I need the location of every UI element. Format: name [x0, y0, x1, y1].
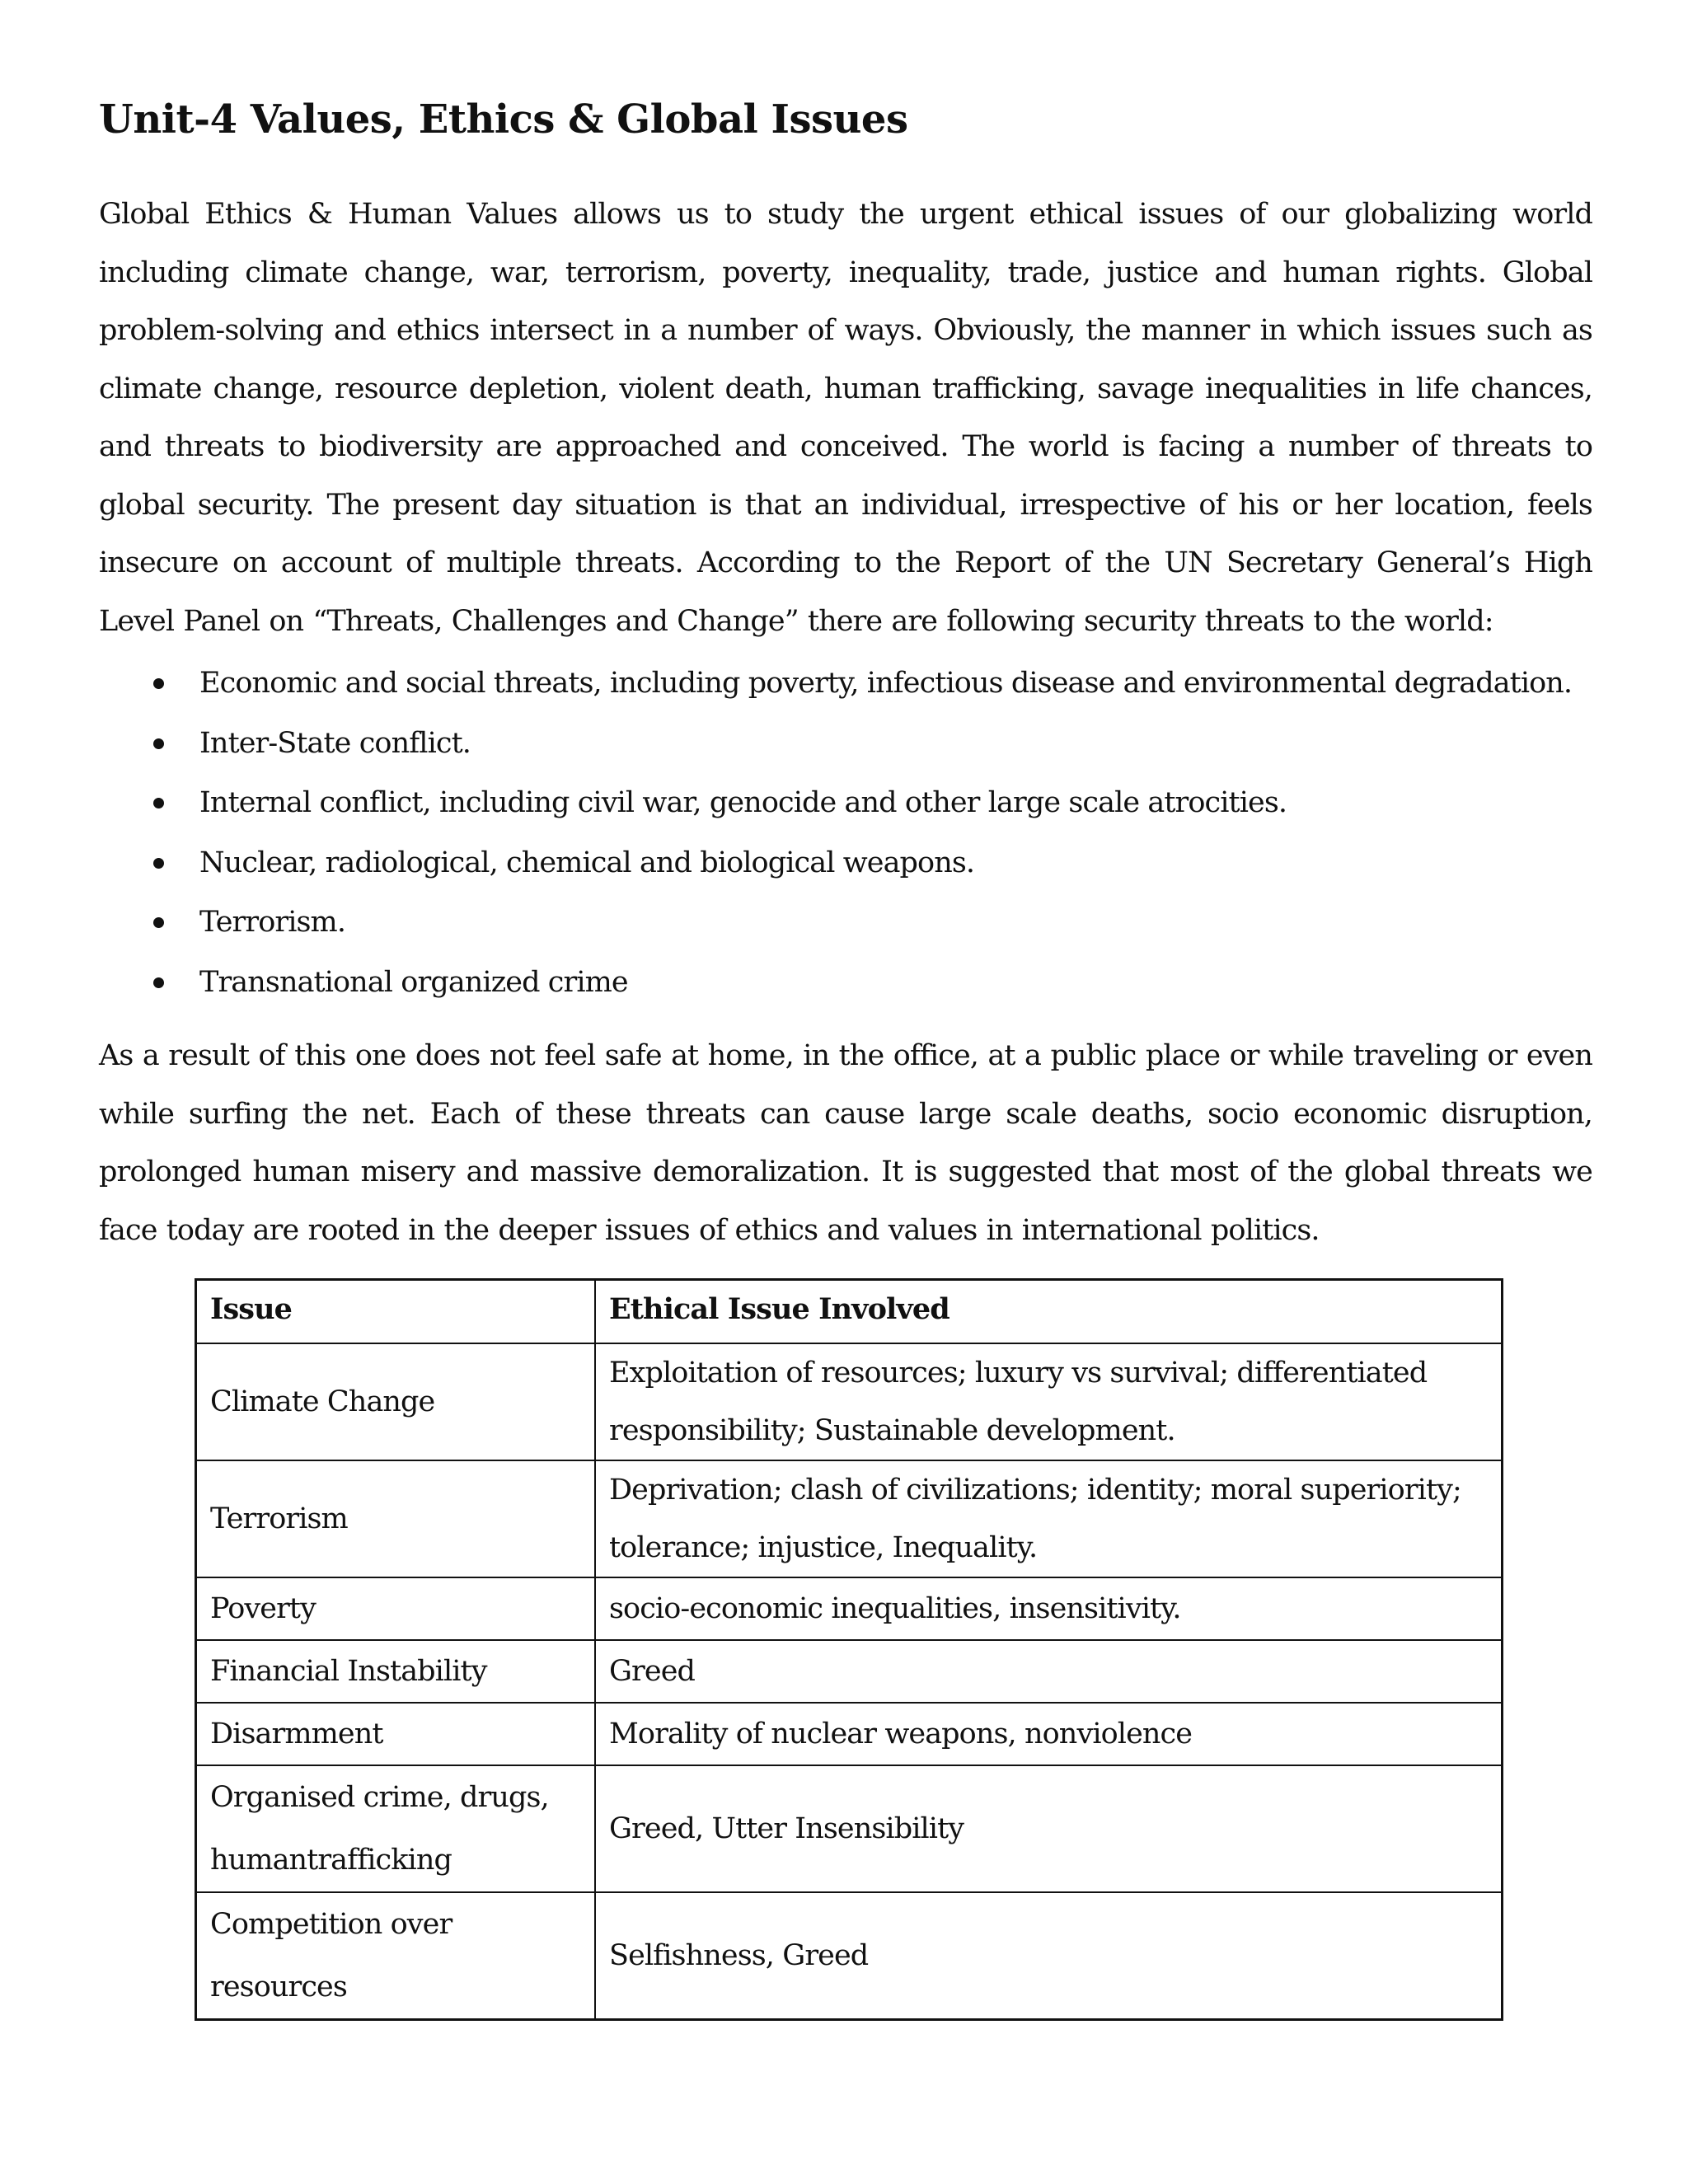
bullet-icon [153, 798, 164, 808]
unit-heading: Unit-4 Values, Ethics & Global Issues [99, 96, 908, 143]
list-item [99, 833, 1592, 893]
issue-cell: Organised crime, drugs, humantrafficking [196, 1765, 596, 1892]
list-item-text: Terrorism. [199, 906, 346, 939]
ethics-cell: Greed, Utter Insensibility [595, 1765, 1503, 1892]
issue-cell: Competition over resources [196, 1892, 596, 2020]
list-item-text: Transnational organized crime [199, 965, 628, 999]
list-item-text: Economic and social threats, including poverty, infectious disease and environmental degradation. [199, 667, 1573, 700]
ethics-cell: Morality of nuclear weapons, nonviolence [595, 1703, 1503, 1765]
ethics-cell: Selfishness, Greed [595, 1892, 1503, 2020]
ethics-cell: socio-economic inequalities, insensitivity. [595, 1577, 1503, 1640]
ethics-table [195, 1278, 1503, 2021]
table-row [196, 1577, 1503, 1640]
list-item [99, 893, 1592, 953]
threats-list [99, 654, 1592, 1012]
table-header-row [196, 1280, 1503, 1344]
ethics-cell: Greed [595, 1640, 1503, 1703]
conclusion-paragraph: As a result of this one does not feel safe at home, in the office, at a public place or while traveling or even while surfing the net. Each of these threats can cause large scale deaths, socio economic disruption, prolonged human misery and massive demoralization. It is suggested that most of the global threats we face today are rooted in the deeper issues of ethics and values in international politics. [99, 1039, 1592, 1247]
list-item-text: Inter-State conflict. [199, 726, 471, 760]
bullet-icon [153, 977, 164, 988]
table-row [196, 1765, 1503, 1892]
bullet-icon [153, 738, 164, 749]
document-page [99, 95, 1592, 2004]
issue-cell: Terrorism [196, 1460, 596, 1577]
column-header-issue: Issue [196, 1280, 596, 1344]
bullet-icon [153, 678, 164, 689]
list-item [99, 654, 1592, 714]
bullet-icon [153, 858, 164, 869]
bullet-icon [153, 917, 164, 928]
table-row [196, 1640, 1503, 1703]
table-row [196, 1460, 1503, 1577]
list-item [99, 953, 1592, 1013]
table-row [196, 1343, 1503, 1460]
list-item [99, 773, 1592, 833]
table-row [196, 1892, 1503, 2020]
issue-cell: Financial Instability [196, 1640, 596, 1703]
issue-cell: Climate Change [196, 1343, 596, 1460]
table-row [196, 1703, 1503, 1765]
issue-cell: Disarmment [196, 1703, 596, 1765]
ethics-cell: Deprivation; clash of civilizations; identity; moral superiority; tolerance; injustice, Inequality. [595, 1460, 1503, 1577]
intro-paragraph: Global Ethics & Human Values allows us to study the urgent ethical issues of our globalizing world including climate change, war, terrorism, poverty, inequality, trade, justice and human rights. Global problem-solving and ethics intersect in a number of ways. Obviously, the manner in which issues such as climate change, resource depletion, violent death, human trafficking, savage inequalities in life chances, and threats to biodiversity are approached and conceived. The world is facing a number of threats to global security. The present day situation is that an individual, irrespective of his or her location, feels insecure on account of multiple threats. According to the Report of the UN Secretary General’s High Level Panel on “Threats, Challenges and Change” there are following security threats to the world: [99, 198, 1592, 638]
list-item [99, 714, 1592, 774]
ethics-cell: Exploitation of resources; luxury vs survival; differentiated responsibility; Sustainable development. [595, 1343, 1503, 1460]
list-item-text: Nuclear, radiological, chemical and biological weapons. [199, 846, 975, 879]
issue-cell: Poverty [196, 1577, 596, 1640]
column-header-ethics: Ethical Issue Involved [595, 1280, 1503, 1344]
list-item-text: Internal conflict, including civil war, genocide and other large scale atrocities. [199, 786, 1287, 819]
